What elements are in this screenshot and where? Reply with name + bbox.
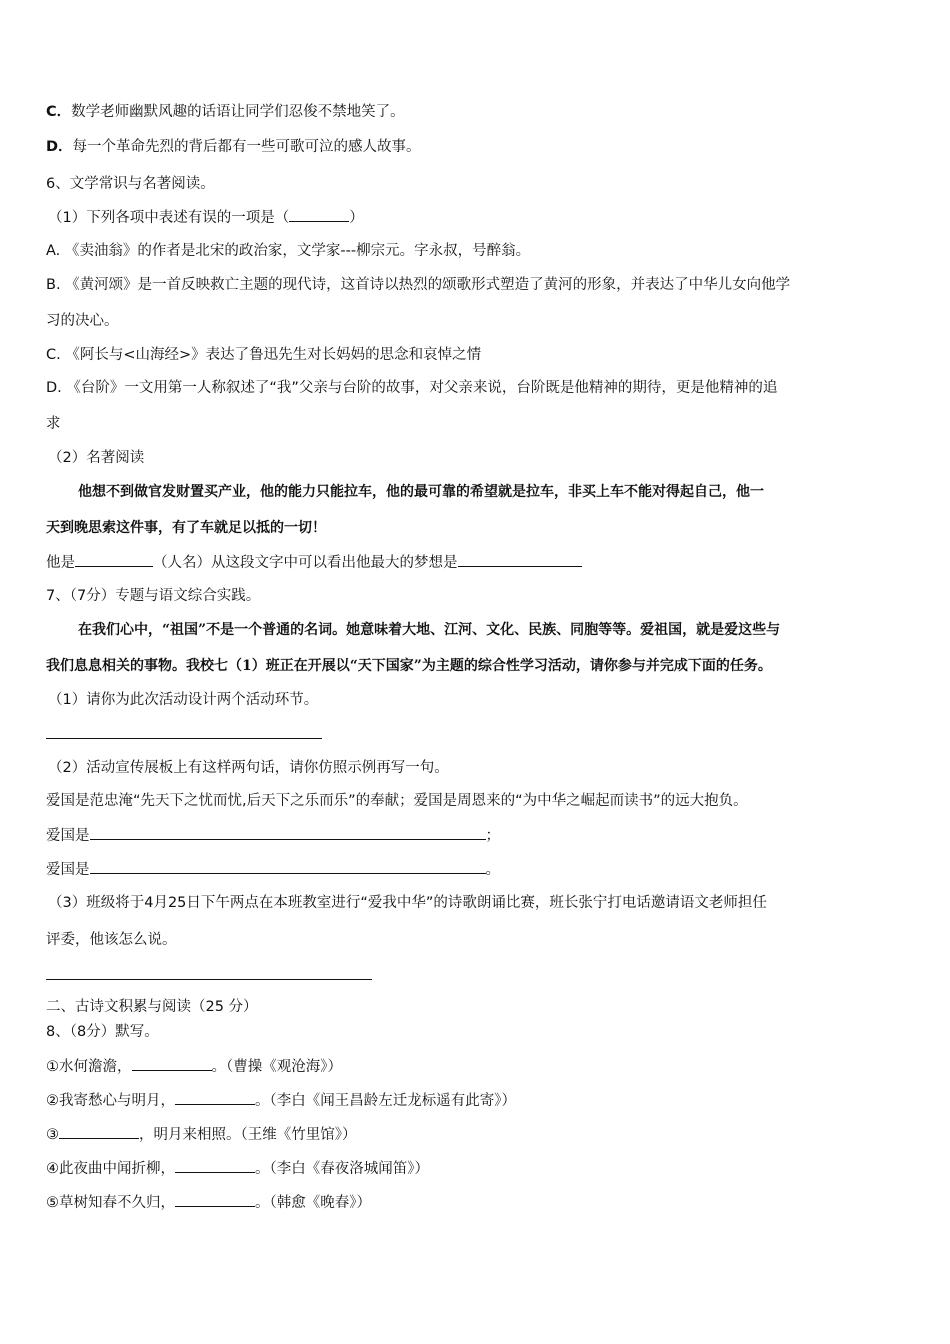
q7-part3-line2: 评委，他该怎么说。 <box>46 932 177 948</box>
q6-option-d-line2: 求 <box>46 416 61 432</box>
q7-fill-line2: 爱国是 。 <box>46 859 500 880</box>
q6-option-a: A. 《卖油翁》的作者是北宋的政治家，文学家---柳宗元。字永叔，号醉翁。 <box>46 243 531 259</box>
q8-line4: ④此夜曲中闻折柳， 。（李白《春夜洛城闻笛》） <box>46 1158 429 1179</box>
q6-option-b-line2: 习的决心。 <box>46 313 119 329</box>
q7-fill-line1: 爱国是 ； <box>46 825 500 846</box>
q6-title: 6、文学常识与名著阅读。 <box>46 176 215 192</box>
q7-part3-line1: （3）班级将于4月25日下午两点在本班教室进行“爱我中华”的诗歌朗诵比赛，班长张宁打电话邀请语文老师担任 <box>48 895 767 911</box>
dream-blank[interactable] <box>458 552 582 567</box>
q8-line1: ①水何澹澹， 。（曹操《观沧海》） <box>46 1056 342 1077</box>
q7-intro-line1: 在我们心中，“祖国”不是一个普通的名词。她意味着大地、江河、文化、民族、同胞等等。爱祖国，就是爱这些与 <box>78 622 781 638</box>
q6-passage-line1: 他想不到做官发财置买产业，他的能力只能拉车，他的最可靠的希望就是拉车，非买上车不能对得起自己，他一 <box>78 484 764 500</box>
name-blank[interactable] <box>75 552 153 567</box>
q7-part2-prompt: （2）活动宣传展板上有这样两句话，请你仿照示例再写一句。 <box>48 760 449 776</box>
q8-line5: ⑤草树知春不久归， 。（韩愈《晚春》） <box>46 1192 371 1213</box>
q7-part3-answer-line[interactable] <box>46 979 372 980</box>
q6-option-c: C. 《阿长与<山海经>》表达了鲁迅先生对长妈妈的思念和哀悼之情 <box>46 347 482 363</box>
q5-option-d: D．每一个革命先烈的背后都有一些可歌可泣的感人故事。 <box>46 139 421 155</box>
q5-option-c: C．数学老师幽默风趣的话语让同学们忍俊不禁地笑了。 <box>46 104 405 120</box>
q7-intro-line2: 我们息息相关的事物。我校七（1）班正在开展以“天下国家”为主题的综合性学习活动，请你参与并完成下面的任务。 <box>46 658 772 674</box>
q6-option-b-line1: B. 《黄河颂》是一首反映救亡主题的现代诗，这首诗以热烈的颂歌形式塑造了黄河的形象，并表达了中华儿女向他学 <box>46 277 791 293</box>
poem-blank-3[interactable] <box>59 1124 139 1139</box>
q8-line2: ②我寄愁心与明月， 。（李白《闻王昌龄左迁龙标遥有此寄》） <box>46 1090 516 1111</box>
poem-blank-1[interactable] <box>132 1056 212 1071</box>
q8-title: 8、（8分）默写。 <box>46 1024 159 1040</box>
q7-part1-answer-line[interactable] <box>46 738 322 739</box>
poem-blank-2[interactable] <box>175 1090 255 1105</box>
q6-part1-prompt: （1）下列各项中表述有误的一项是（ ） <box>48 207 364 228</box>
q6-passage-line2: 天到晚思索这件事，有了车就足以抵的一切！ <box>46 520 326 536</box>
poem-blank-4[interactable] <box>175 1158 255 1173</box>
q7-title: 7、（7分）专题与语文综合实践。 <box>46 588 261 604</box>
q6-part2-title: （2）名著阅读 <box>48 450 145 466</box>
q6-fill-line: 他是 （人名）从这段文字中可以看出他最大的梦想是 <box>46 552 582 573</box>
q7-part1-prompt: （1）请你为此次活动设计两个活动环节。 <box>48 692 319 708</box>
poem-blank-5[interactable] <box>175 1192 255 1207</box>
q6-option-d-line1: D. 《台阶》一文用第一人称叙述了“我”父亲与台阶的故事，对父亲来说，台阶既是他精神的期待，更是他精神的追 <box>46 380 778 396</box>
section2-heading: 二、古诗文积累与阅读（25 分） <box>46 999 258 1015</box>
q7-example-sentence: 爱国是范忠淹“先天下之忧而忧,后天下之乐而乐”的奉献；爱国是周恩来的“为中华之崛起而读书”的远大抱负。 <box>46 793 748 809</box>
imitation-blank-1[interactable] <box>90 825 486 840</box>
imitation-blank-2[interactable] <box>90 859 486 874</box>
q8-line3: ③ ，明月来相照。（王维《竹里馆》） <box>46 1124 357 1145</box>
answer-blank[interactable] <box>289 207 349 222</box>
